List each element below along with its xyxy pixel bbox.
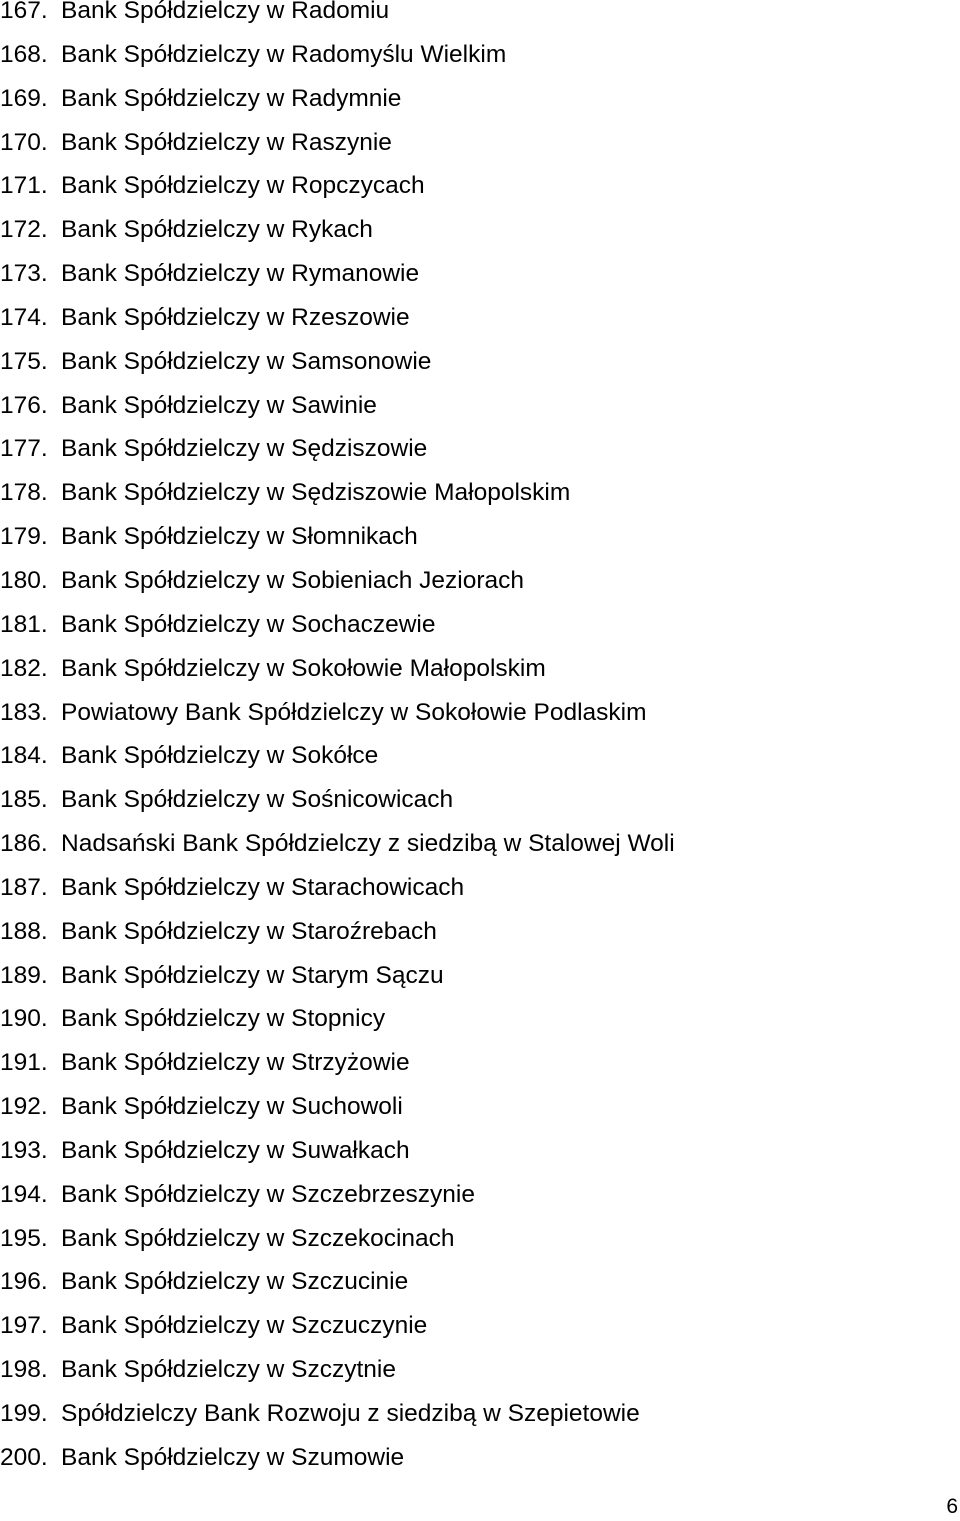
list-item xyxy=(0,830,675,877)
list-item-number: 175. xyxy=(0,347,48,375)
list-item-text: Bank Spółdzielczy w Radomiu xyxy=(61,0,390,24)
list-item-text: Bank Spółdzielczy w Strzyżowie xyxy=(61,1049,410,1077)
list-item xyxy=(0,1180,675,1228)
list-item xyxy=(0,0,675,44)
list-item-number: 173. xyxy=(0,260,48,288)
list-item-number: 172. xyxy=(0,216,48,244)
list-item xyxy=(0,479,675,526)
list-item-number: 179. xyxy=(0,523,48,551)
list-item xyxy=(0,1093,675,1140)
list-item xyxy=(0,391,675,439)
list-item xyxy=(0,1400,675,1447)
list-item-text: Bank Spółdzielczy w Starachowicach xyxy=(61,873,465,901)
list-item xyxy=(0,1049,675,1096)
list-item-text: Bank Spółdzielczy w Sawinie xyxy=(61,391,377,419)
list-item xyxy=(0,917,675,965)
list-item xyxy=(0,216,675,263)
list-item-number: 192. xyxy=(0,1093,48,1121)
list-item-number: 181. xyxy=(0,610,48,638)
list-item xyxy=(0,40,675,88)
list-item-number: 176. xyxy=(0,391,48,419)
list-item-number: 197. xyxy=(0,1312,48,1340)
list-item xyxy=(0,1005,675,1052)
list-item xyxy=(0,873,675,921)
list-item-text: Bank Spółdzielczy w Słomnikach xyxy=(61,523,418,551)
list-item xyxy=(0,84,675,132)
list-item xyxy=(0,566,675,614)
list-item-number: 190. xyxy=(0,1005,48,1033)
list-item-text: Bank Spółdzielczy w Szczytnie xyxy=(61,1356,396,1384)
list-item-number: 168. xyxy=(0,40,48,68)
list-item xyxy=(0,172,675,219)
list-item-number: 177. xyxy=(0,435,48,463)
list-item-text: Bank Spółdzielczy w Rykach xyxy=(61,216,373,244)
list-item-number: 187. xyxy=(0,873,48,901)
list-item-number: 188. xyxy=(0,917,48,945)
list-item-number: 196. xyxy=(0,1268,48,1296)
list-item-number: 169. xyxy=(0,84,48,112)
list-item-text: Bank Spółdzielczy w Radomyślu Wielkim xyxy=(61,40,507,68)
list-item-text: Bank Spółdzielczy w Raszynie xyxy=(61,128,392,156)
list-item-number: 178. xyxy=(0,479,48,507)
list-item-text: Bank Spółdzielczy w Samsonowie xyxy=(61,347,432,375)
list-item-text: Bank Spółdzielczy w Suwałkach xyxy=(61,1136,410,1164)
list-item xyxy=(0,610,675,658)
list-item-number: 184. xyxy=(0,742,48,770)
list-item-text: Bank Spółdzielczy w Szczebrzeszynie xyxy=(61,1180,475,1208)
list-item xyxy=(0,347,675,395)
list-item xyxy=(0,1356,675,1403)
list-item xyxy=(0,1312,675,1359)
list-item-text: Nadsański Bank Spółdzielczy z siedzibą w Stalowej Woli xyxy=(61,830,675,858)
list-item-text: Powiatowy Bank Spółdzielczy w Sokołowie Podlaskim xyxy=(61,698,647,726)
list-item xyxy=(0,786,675,833)
list-item-text: Bank Spółdzielczy w Szczuczynie xyxy=(61,1312,428,1340)
list-item-number: 180. xyxy=(0,566,48,594)
list-item-number: 182. xyxy=(0,654,48,682)
list-item-text: Bank Spółdzielczy w Sokołowie Małopolskim xyxy=(61,654,546,682)
list-item-number: 186. xyxy=(0,830,48,858)
list-item-text: Bank Spółdzielczy w Szumowie xyxy=(61,1443,405,1471)
list-item xyxy=(0,128,675,176)
list-item-text: Bank Spółdzielczy w Rymanowie xyxy=(61,260,420,288)
list-item-text: Bank Spółdzielczy w Suchowoli xyxy=(61,1093,403,1121)
list-item xyxy=(0,1443,675,1491)
list-item xyxy=(0,523,675,570)
list-item-number: 199. xyxy=(0,1400,48,1427)
list-item-number: 183. xyxy=(0,698,48,726)
list-item-number: 171. xyxy=(0,172,48,200)
list-item xyxy=(0,260,675,307)
list-item xyxy=(0,742,675,789)
list-item-number: 193. xyxy=(0,1136,48,1164)
list-item-number: 167. xyxy=(0,0,48,24)
list-item xyxy=(0,303,675,351)
list-item-number: 198. xyxy=(0,1356,48,1384)
list-item-number: 191. xyxy=(0,1049,48,1077)
list-item xyxy=(0,1136,675,1184)
list-item-text: Bank Spółdzielczy w Stopnicy xyxy=(61,1005,386,1033)
list-item-text: Bank Spółdzielczy w Sędziszowie xyxy=(61,435,428,463)
list-item-text: Bank Spółdzielczy w Szczucinie xyxy=(61,1268,409,1296)
list-item xyxy=(0,698,675,746)
list-item-text: Spółdzielczy Bank Rozwoju z siedzibą w Szepietowie xyxy=(61,1400,640,1427)
list-item-text: Bank Spółdzielczy w Rzeszowie xyxy=(61,303,410,331)
list-item-number: 195. xyxy=(0,1224,48,1252)
list-item-text: Bank Spółdzielczy w Sobieniach Jeziorach xyxy=(61,566,525,594)
list-item-number: 185. xyxy=(0,786,48,814)
list-item-text: Bank Spółdzielczy w Sochaczewie xyxy=(61,610,436,638)
list-item-text: Bank Spółdzielczy w Radymnie xyxy=(61,84,402,112)
list-item-number: 170. xyxy=(0,128,48,156)
page-number: 6 xyxy=(946,1495,958,1518)
list-item-number: 174. xyxy=(0,303,48,331)
list-item-text: Bank Spółdzielczy w Starym Sączu xyxy=(61,961,444,989)
list-item-number: 194. xyxy=(0,1180,48,1208)
list-item-number: 200. xyxy=(0,1443,48,1471)
list-item-text: Bank Spółdzielczy w Staroźrebach xyxy=(61,917,437,945)
list-item xyxy=(0,1224,675,1272)
list-item xyxy=(0,961,675,1009)
list-item xyxy=(0,654,675,702)
list-item-text: Bank Spółdzielczy w Sośnicowicach xyxy=(61,786,454,814)
list-item-number: 189. xyxy=(0,961,48,989)
list-item-text: Bank Spółdzielczy w Ropczycach xyxy=(61,172,425,200)
list-item xyxy=(0,1268,675,1315)
list-item-text: Bank Spółdzielczy w Sokółce xyxy=(61,742,379,770)
list-item xyxy=(0,435,675,482)
list-item-text: Bank Spółdzielczy w Szczekocinach xyxy=(61,1224,455,1252)
list-item-text: Bank Spółdzielczy w Sędziszowie Małopolskim xyxy=(61,479,571,507)
